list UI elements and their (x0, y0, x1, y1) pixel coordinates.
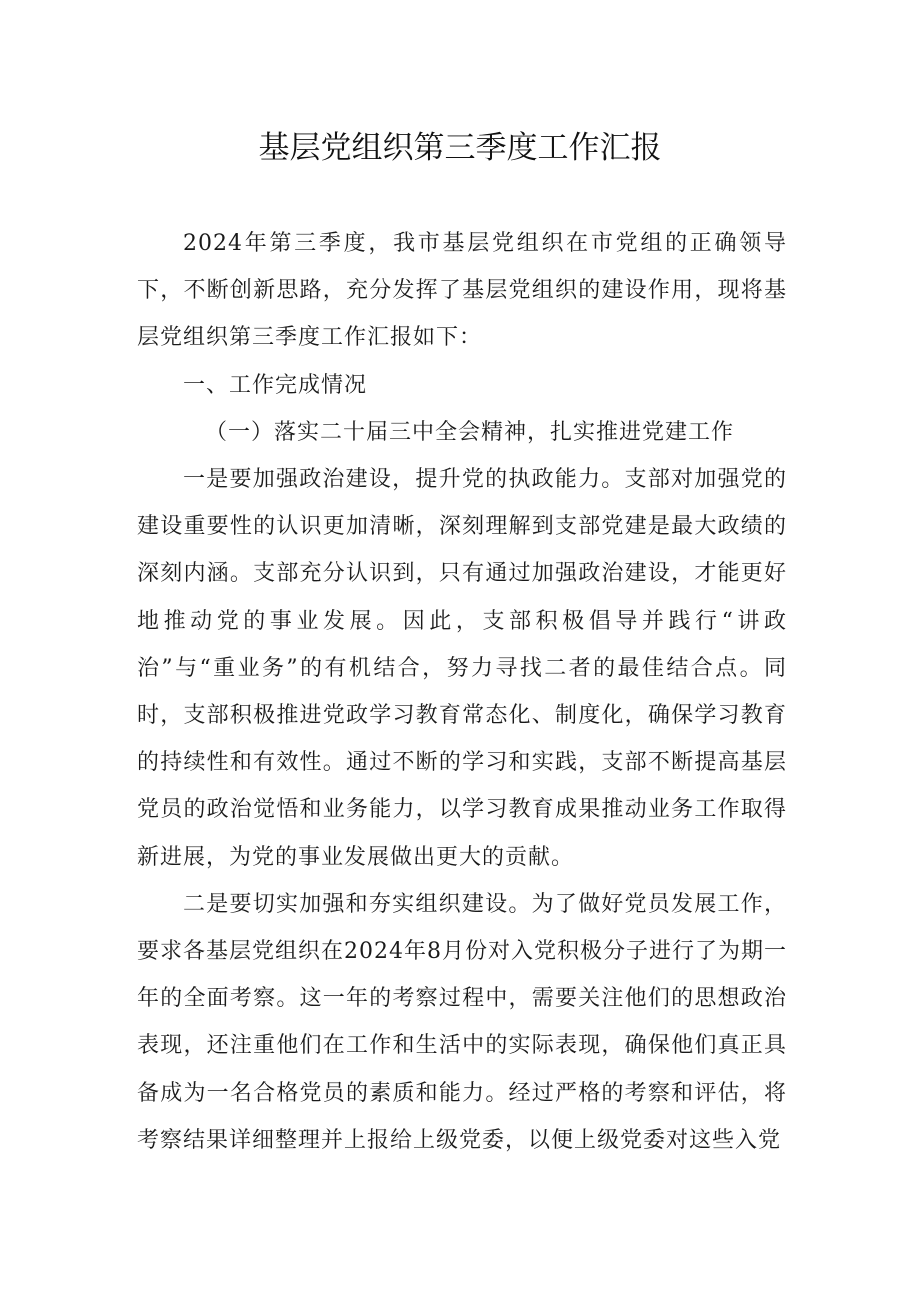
document-body (137, 220, 787, 1164)
paragraph-political-building: 一是要加强政治建设，提升党的执政能力。支部对加强党的建设重要性的认识更加清晰，深刻理解到支部党建是最大政绩的深刻内涵。支部充分认识到，只有通过加强政治建设，才能更好地推动党的事业发展。因此，支部积极倡导并践行“讲政治”与“重业务”的有机结合，努力寻找二者的最佳结合点。同时，支部积极推进党政学习教育常态化、制度化，确保学习教育的持续性和有效性。通过不断的学习和实践，支部不断提高基层党员的政治觉悟和业务能力，以学习教育成果推动业务工作取得新进展，为党的事业发展做出更大的贡献。 (137, 467, 787, 870)
document-title: 基层党组织第三季度工作汇报 (258, 130, 662, 166)
subsection-heading-1: （一）落实二十届三中全会精神，扎实推进党建工作 (205, 419, 735, 445)
intro-paragraph: 2024年第三季度，我市基层党组织在市党组的正确领导下，不断创新思路，充分发挥了基层党组织的建设作用，现将基层党组织第三季度工作汇报如下： (137, 231, 787, 351)
paragraph-organization-building: 二是要切实加强和夯实组织建设。为了做好党员发展工作，要求各基层党组织在2024年8月份对入党积极分子进行了为期一年的全面考察。这一年的考察过程中，需要关注他们的思想政治表现，还注重他们在工作和生活中的实际表现，确保他们真正具备成为一名合格党员的素质和能力。经过严格的考察和评估，将考察结果详细整理并上报给上级党委，以便上级党委对这些入党 (137, 891, 787, 1153)
section-heading-1: 一、工作完成情况 (183, 372, 368, 398)
